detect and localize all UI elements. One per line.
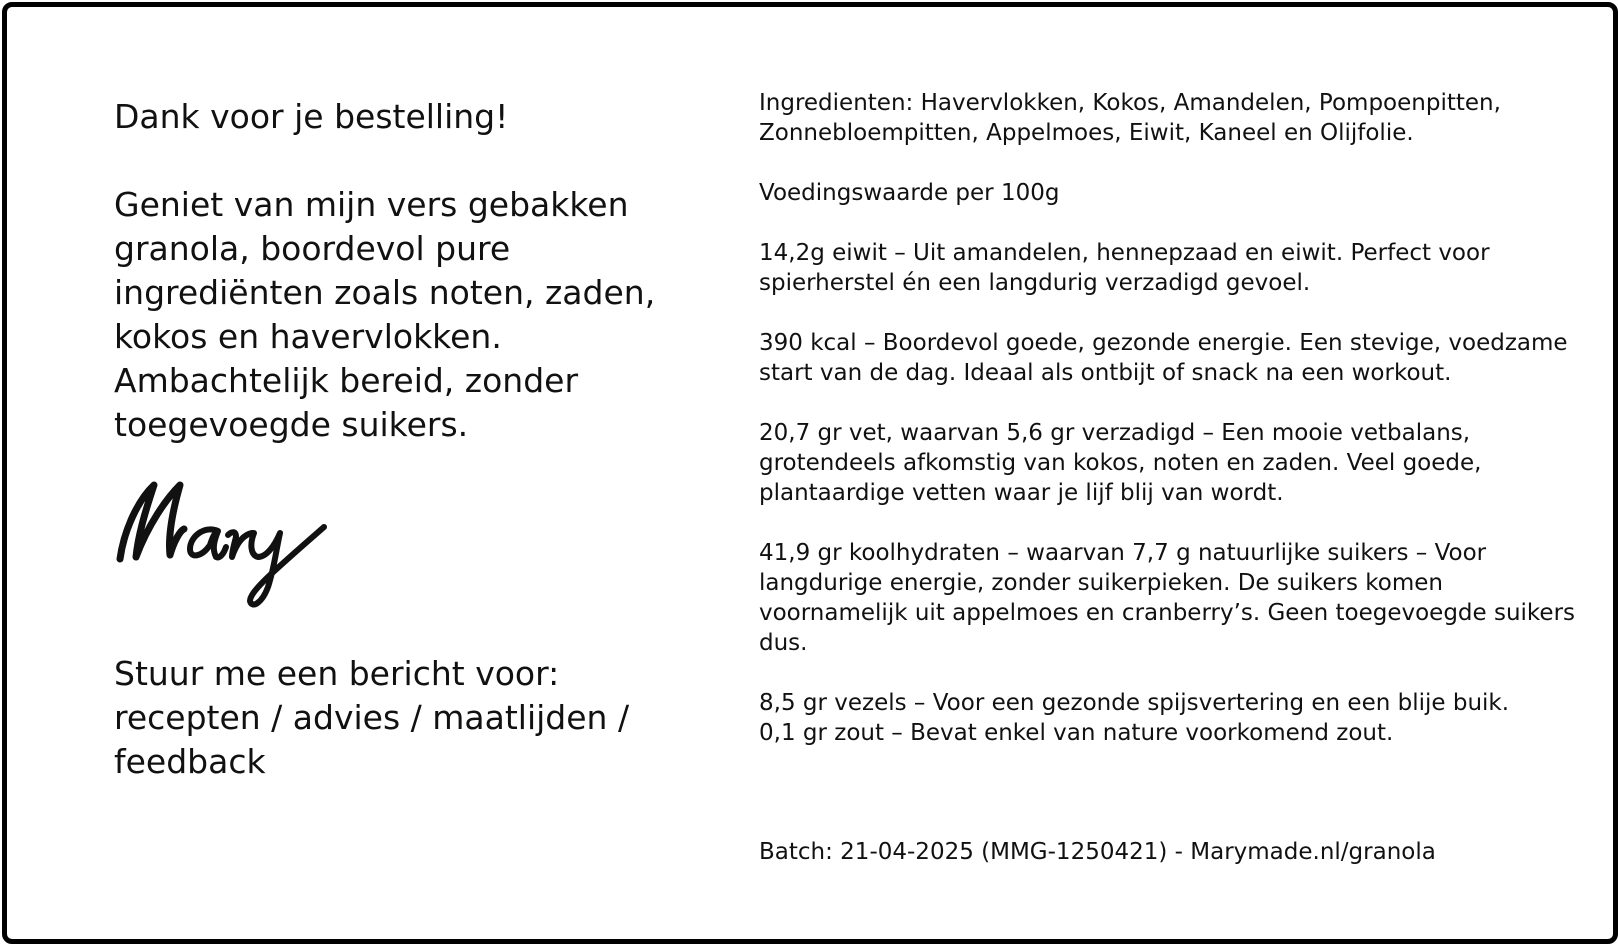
signature-stroke-a [190, 529, 226, 557]
energy-text: 390 kcal – Boordevol goede, gezonde energie. Een stevige, voedzame start van de dag. Ideaal als ontbijt of snack na een workout. [759, 330, 1568, 386]
signature-stroke-m [120, 485, 184, 559]
carbs-text: 41,9 gr koolhydraten – waarvan 7,7 g natuurlijke suikers – Voor langdurige energie, zonder suikerpieken. De suikers komen voornamelijk uit appelmoes en cranberry’s. Geen toegevoegde suikers dus. [759, 540, 1576, 656]
intro-text: Geniet van mijn vers gebakken granola, boordevol pure ingrediënten zoals noten, zaden, kokos en havervlokken. Ambachtelijk bereid, zonder toegevoegde suikers. [114, 185, 656, 444]
nutrition-heading: Voedingswaarde per 100g [759, 180, 1060, 206]
right-column [759, 88, 1579, 748]
signature-text: Mary [114, 475, 117, 476]
contact-block [114, 652, 704, 784]
batch-info: Batch: 21-04-2025 (MMG-1250421) - Marymade.nl/granola [759, 839, 1436, 865]
contact-line-2: recepten / advies / maatlijden / feedback [114, 698, 630, 781]
mary-signature [114, 475, 354, 625]
fiber-text: 8,5 gr vezels – Voor een gezonde spijsvertering en een blije buik. [759, 690, 1510, 716]
ingredients-text: Ingredienten: Havervlokken, Kokos, Amandelen, Pompoenpitten, Zonnebloempitten, Appelmoes, Eiwit, Kaneel en Olijfolie. [759, 90, 1501, 146]
contact-line-1: Stuur me een bericht voor: [114, 654, 560, 693]
protein-text: 14,2g eiwit – Uit amandelen, hennepzaad en eiwit. Perfect voor spierherstel én een langdurig verzadigd gevoel. [759, 240, 1490, 296]
salt-text: 0,1 gr zout – Bevat enkel van nature voorkomend zout. [759, 720, 1394, 746]
fat-text: 20,7 gr vet, waarvan 5,6 gr verzadigd – Een mooie vetbalans, grotendeels afkomstig van kokos, noten en zaden. Veel goede, plantaardige vetten waar je lijf blij van wordt. [759, 420, 1482, 506]
left-column [114, 95, 704, 447]
thanks-heading: Dank voor je bestelling! [114, 97, 509, 136]
granola-label-card [2, 2, 1618, 944]
signature-stroke-y [250, 527, 324, 605]
